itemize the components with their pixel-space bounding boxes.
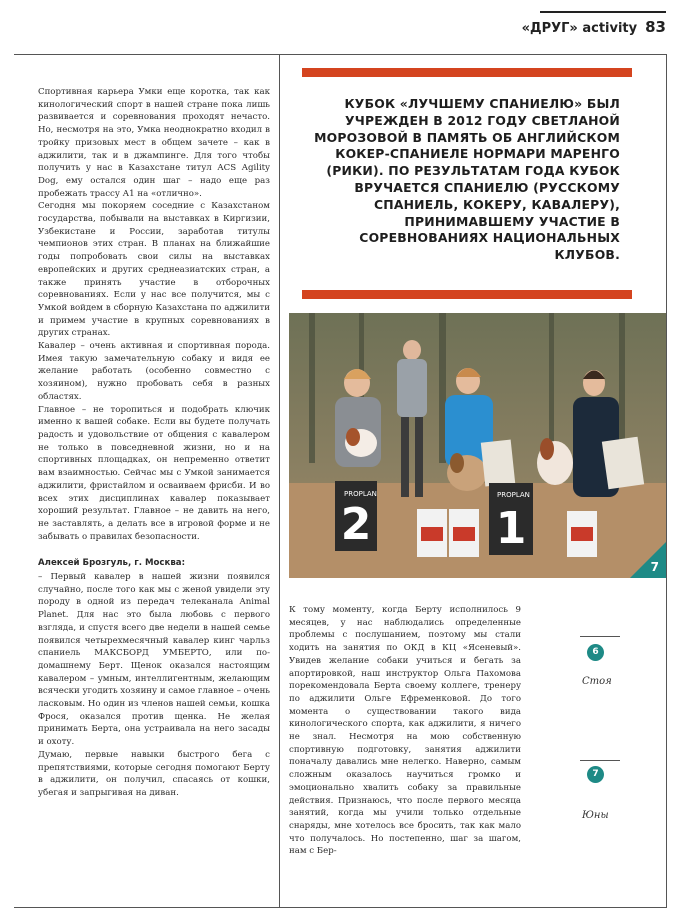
middle-column — [289, 604, 521, 858]
podium-number-2: 2 — [340, 499, 372, 550]
caption-number-badge: 6 — [587, 644, 604, 661]
quote-top-bar — [302, 68, 632, 77]
caption-text: Стоя — [582, 676, 612, 687]
pull-quote: КУБОК «ЛУЧШЕМУ СПАНИЕЛЮ» БЫЛ УЧРЕЖДЕН В 2012 ГОДУ СВЕТЛАНОЙ МОРОЗОВОЙ В ПАМЯТЬ ОБ АНГЛИЙСКОМ КОКЕР-СПАНИЕЛЕ НОРМАРИ МАРЕНГО (РИКИ). ПО РЕЗУЛЬТАТАМ ГОДА КУБОК ВРУЧАЕТСЯ СПАНИЕЛЮ (РУССКОМУ СПАНИЕЛЬ, КОКЕРУ, КАВАЛЕРУ), ПРИНИМАВШЕМУ УЧАСТИЕ В СОРЕВНОВАНИЯХ НАЦИОНАЛЬНЫХ КЛУБОВ. — [314, 96, 620, 263]
paragraph: Сегодня мы покоряем соседние с Казахстаном государства, побывали на выставках в Киргизии, Узбекистане и России, заработав титулы чемпионов этих стран. В планах на ближайшие годы попробовать свои силы на выставках европейских и других среднеазиатских стран, а также принять участие в отборочных соревнованиях. Если у нас все получится, мы с Умкой войдем в сборную Казахстана по аджилити и примем участие в крупных соревнованиях в других странах. — [38, 201, 270, 339]
paragraph: Думаю, первые навыки быстрого бега с препятствиями, которые сегодня помогают Берту в аджилити, он получил, спасаясь от кошки, убегая и запрыгивая на диван. — [38, 749, 270, 798]
caption-rule — [580, 760, 620, 761]
quote-bottom-bar — [302, 290, 632, 299]
author-heading: Алексей Брозгуль, г. Москва: — [38, 558, 186, 569]
caption-number-badge: 7 — [587, 766, 604, 783]
banner-logo-left: PROPLAN — [344, 490, 377, 498]
paragraph: – Первый кавалер в нашей жизни появился случайно, после того как мы с женой увидели эту породу в одной из передач телеканала Animal Planet. Для нас это была любовь с первого взгляда, и спустя всего две недели в нашей семье появился четырехмесячный кавалер кинг чарльз спаниель МАКСБОРД УМБЕРТО, или по-домашнему Берт. Щенок оказался настоящим кавалером – умным, интеллигентным, желающим всячески угодить хозяину и самое главное – очень ласковым. Но один из членов нашей семьи, кошка Фрося, оказался против щенка. Не желая принимать Берта, она устраивала на него засады и охоту. — [38, 572, 270, 748]
left-column — [38, 86, 270, 800]
paragraph: Главное – не торопиться и подобрать ключик именно к вашей собаке. Если вы будете получать радость и удовольствие от общения с кавалером не только в повседневной жизни, но и на спортивных площадках, он непременно ответит вам взаимностью. Сейчас мы с Умкой занимается аджилити, фристайлом и осваиваем фрисби. И во всех этих дисциплинах кавалер показывает хороший результат. Главное – не давить на него, не заставлять, а делать все в игровой форме и не забывать о правилах безопасности. — [38, 404, 270, 542]
page-header — [522, 10, 666, 36]
caption-rule — [580, 636, 620, 637]
photo-number: 7 — [650, 560, 659, 574]
magazine-title: «ДРУГ» activity — [521, 21, 638, 36]
paragraph: Спортивная карьера Умки еще коротка, так как кинологический спорт в нашей стране пока лишь развивается и соревнования проходят нечасто. Но, несмотря на это, Умка неоднократно входил в тройку призовых мест в общем зачете – как в аджилити, так и в джампинге. Для того чтобы получить у нас в Казахстане титул ACS Agility Dog, ему осталcя один шаг – надо еще раз пробежать трассу А1 на «отлично». — [38, 87, 270, 199]
paragraph: К тому моменту, когда Берту исполнилось 9 месяцев, у нас наблюдались определенные проблемы с послушанием, поэтому мы стали ходить на занятия по ОКД в КЦ «Ясеневый». Увидев желание собаки учиться и бегать за апортировкой, наш инструктор Ольга Пахомова порекомендовала Берта своему коллеге, тренеру по аджилити Ольге Ефременковой. До того момента о существовании такого вида кинологического спорта, как аджилити, я ничего не знал. Несмотря на мою собственную спортивную подготовку, занятия аджилити поначалу давались мне нелегко. Наверно, самым сложным оказалось научиться громко и эмоционально хвалить собаку за правильные действия. Признаюсь, что после первого месяца занятий, когда мы учили только отдельные снаряды, мне хотелось все бросить, так как мало что получалось. Но постепенно, шаг за шагом, нам с Бер- — [289, 605, 521, 857]
award-photo — [289, 313, 666, 578]
podium-number-1: 1 — [495, 503, 527, 554]
caption-text: Юны — [582, 810, 609, 821]
page-number: 83 — [645, 18, 666, 36]
banner-logo-right: PROPLAN — [497, 491, 530, 499]
pull-quote-box — [302, 68, 632, 300]
paragraph: Кавалер – очень активная и спортивная порода. Имея такую замечательную собаку и видя ее желание работать (особенно совместно с хозяином), нужно пробовать себя в разных областях. — [38, 341, 270, 402]
